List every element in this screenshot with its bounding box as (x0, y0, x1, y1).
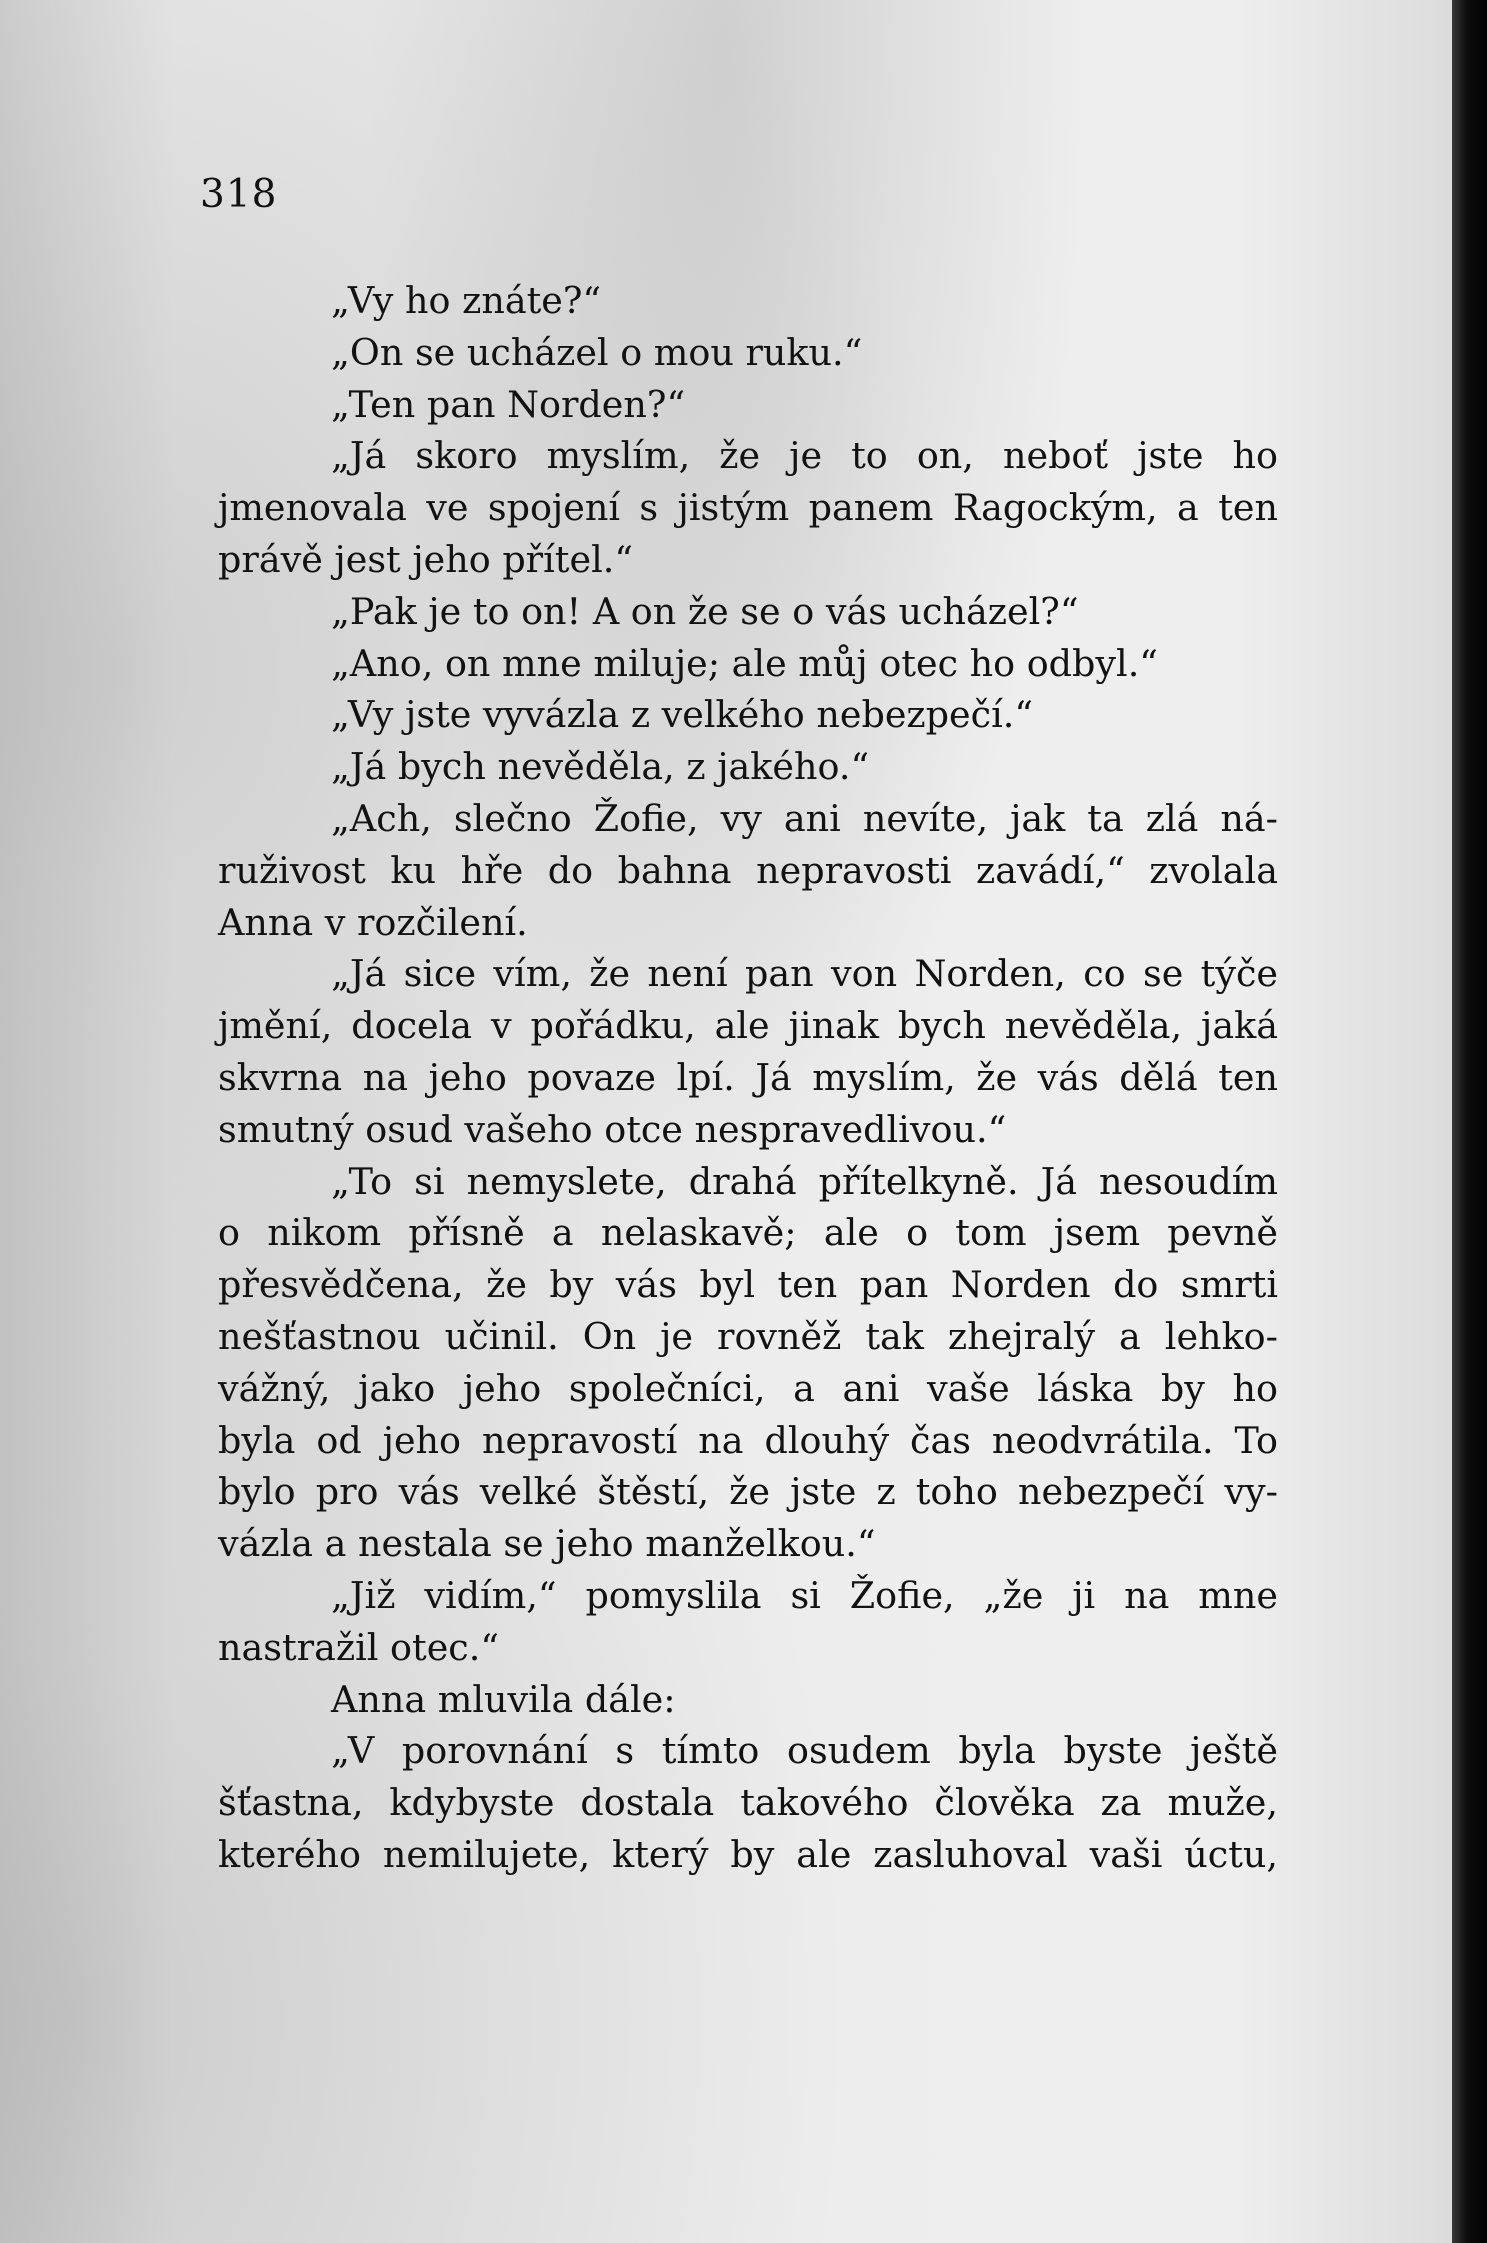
text-line: „Ano, on mne miluje; ale můj otec ho odbyl.“ (331, 641, 1158, 685)
text-line: vázla a nestala se jeho manželkou.“ (218, 1522, 876, 1566)
text-line: Anna mluvila dále: (331, 1677, 676, 1721)
text-line: „Vy ho znáte?“ (331, 279, 602, 322)
page-number: 318 (200, 172, 278, 217)
text-line: byla od jeho nepravostí na dlouhý čas neodvrátila. To (218, 1418, 1278, 1462)
paragraph (218, 379, 1278, 431)
text-line: právě jest jeho přítel.“ (218, 537, 634, 581)
text-line: „Ach, slečno Žofie, vy ani nevíte, jak ta zlá ná- (331, 796, 1278, 840)
paragraph (218, 327, 1278, 379)
text-line: „To si nemyslete, drahá přítelkyně. Já nesoudím (331, 1159, 1278, 1203)
text-line: Anna v rozčilení. (218, 900, 528, 944)
text-line: smutný osud vašeho otce nespravedlivou.“ (218, 1107, 1007, 1151)
text-line: nastražil otec.“ (218, 1625, 500, 1669)
text-line: „On se ucházel o mou ruku.“ (331, 330, 863, 374)
text-line: šťastna, kdybyste dostala takového člověka za muže, (218, 1781, 1278, 1825)
text-line: ruživost ku hře do bahna nepravosti zavádí,“ zvolala (218, 848, 1278, 892)
text-line: „Ten pan Norden?“ (331, 382, 686, 426)
text-line: „Vy jste vyvázla z velkého nebezpečí.“ (331, 693, 1034, 737)
text-line: „V porovnání s tímto osudem byla byste ještě (331, 1729, 1278, 1773)
text-line: „Já skoro myslím, že je to on, neboť jste ho (331, 434, 1278, 478)
text-line: „Já bych nevěděla, z jakého.“ (331, 745, 870, 789)
text-line: skvrna na jeho povaze lpí. Já myslím, že vás dělá ten (218, 1055, 1278, 1099)
text-line: nešťastnou učinil. On je rovněž tak zhejralý a lehko- (218, 1314, 1278, 1358)
text-line: jmenovala ve spojení s jistým panem Ragockým, a ten (218, 486, 1278, 530)
paragraph (218, 1725, 1278, 1880)
paragraph (218, 1674, 1278, 1726)
text-line: kterého nemilujete, který by ale zasluhoval vaši úctu, (218, 1832, 1278, 1876)
paragraph (218, 1570, 1278, 1674)
page-edge-shadow (1452, 0, 1487, 2243)
paragraph (218, 741, 1278, 793)
text-line: „Pak je to on! A on že se o vás ucházel?“ (331, 589, 1079, 633)
paragraph (218, 430, 1278, 585)
text-line: o nikom přísně a nelaskavě; ale o tom jsem pevně (218, 1211, 1278, 1255)
text-line: „Již vidím,“ pomyslila si Žofie, „že ji na mne (331, 1573, 1278, 1617)
text-line: přesvědčena, že by vás byl ten pan Norden do smrti (218, 1263, 1278, 1307)
paragraph (218, 1156, 1278, 1570)
paragraph (218, 689, 1278, 741)
paragraph (218, 638, 1278, 690)
text-line: vážný, jako jeho společníci, a ani vaše láska by ho (218, 1366, 1278, 1410)
paragraph (218, 586, 1278, 638)
paragraph (218, 275, 1278, 327)
body-text (218, 275, 1278, 1881)
text-line: bylo pro vás velké štěstí, že jste z toho nebezpečí vy- (218, 1470, 1278, 1514)
paragraph (218, 793, 1278, 948)
paragraph (218, 948, 1278, 1155)
text-line: „Já sice vím, že není pan von Norden, co se týče (331, 952, 1278, 996)
text-line: jmění, docela v pořádku, ale jinak bych nevěděla, jaká (218, 1004, 1278, 1048)
